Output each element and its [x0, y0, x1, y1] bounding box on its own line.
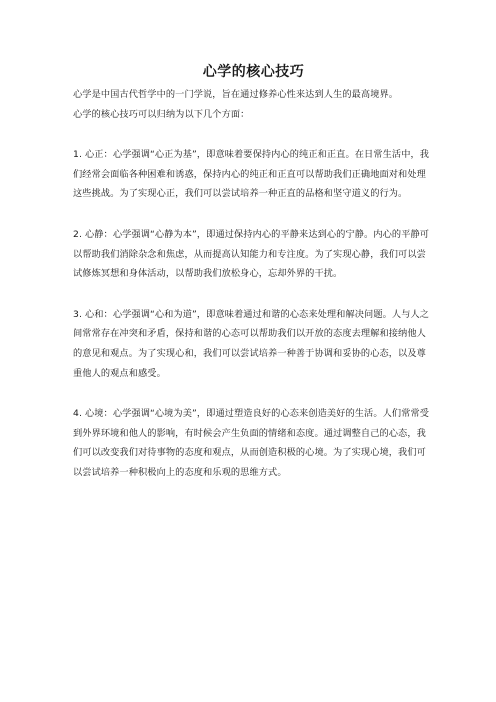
document-title: 心学的核心技巧 [202, 64, 305, 80]
section-3-paragraph: 3. 心和：心学强调“心和为道”，即意味着通过和谐的心态来处理和解决问题。人与人之间常常存在冲突和矛盾，保持和谐的心态可以帮助我们以开放的态度去理解和接纳他人的意见和观点。为了实现心和，我们可以尝试培养一种善于协调和妥协的心态，以及尊重他人的观点和感受。 [73, 308, 430, 379]
section-2-paragraph: 2. 心静：心学强调“心静为本”，即通过保持内心的平静来达到心的宁静。内心的平静可以帮助我们消除杂念和焦虑，从而提高认知能力和专注度。为了实现心静，我们可以尝试修炼冥想和身体活动，以帮助我们放松身心，忘却外界的干扰。 [73, 228, 430, 280]
paragraph-gap [73, 383, 434, 404]
intro-line-1: 心学是中国古代哲学中的一门学说，旨在通过修养心性来达到人生的最高境界。 [73, 89, 399, 100]
paragraph-gap [73, 124, 434, 145]
section-4-paragraph: 4. 心境：心学强调“心境为美”，即通过塑造良好的心态来创造美好的生活。人们常常受到外界环境和他人的影响，有时候会产生负面的情绪和态度。通过调整自己的心态，我们可以改变我们对待事物的态度和观点，从而创造积极的心境。为了实现心境，我们可以尝试培养一种积极向上的态度和乐观的思维方式。 [73, 408, 430, 478]
paragraph-gap [73, 204, 434, 225]
intro-line-2: 心学的核心技巧可以归纳为以下几个方面： [73, 108, 250, 120]
paragraph-gap [73, 284, 434, 305]
section-1-paragraph: 1. 心正：心学强调“心正为基”，即意味着要保持内心的纯正和正直。在日常生活中，我们经常会面临各种困难和诱惑，保持内心的纯正和正直可以帮助我们正确地面对和处理这些挑战。为了实现心正，我们可以尝试培养一种正直的品格和坚守道义的行为。 [73, 149, 430, 200]
